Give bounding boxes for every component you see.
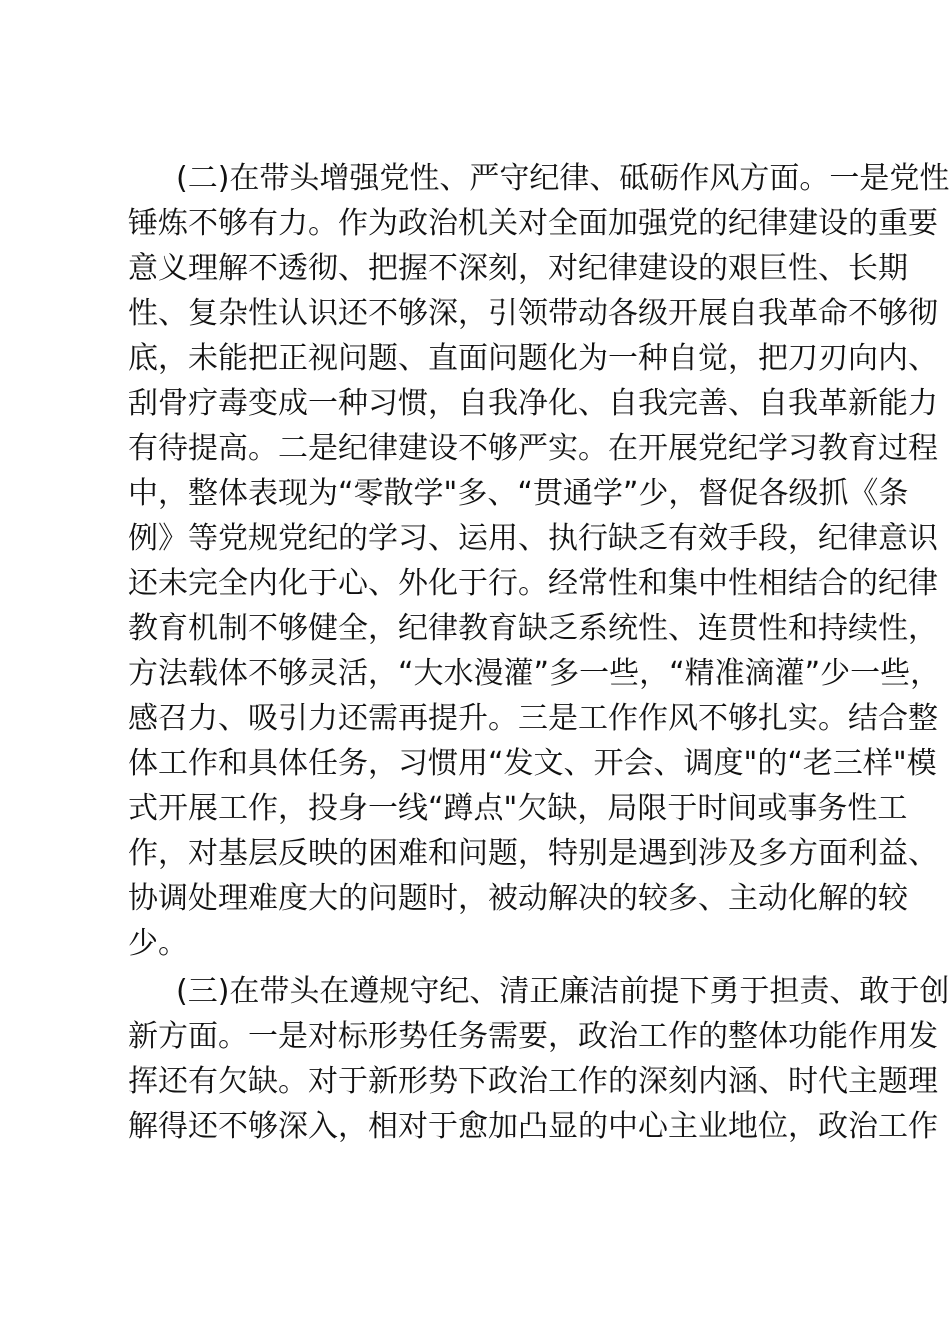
paragraph-2-line-14: 体工作和具体任务，习惯用“发文、开会、调度"的“老三样"模 [128,746,937,781]
paragraph-3-line-1: (三)在带头在遵规守纪、清正廉洁前提下勇于担责、敢于创 [176,974,950,1009]
paragraph-2-line-3: 意义理解不透彻、把握不深刻，对纪律建设的艰巨性、长期 [128,251,908,286]
paragraph-2-line-2: 锤炼不够有力。作为政治机关对全面加强党的纪律建设的重要 [128,206,938,241]
paragraph-3-line-2: 新方面。一是对标形势任务需要，政治工作的整体功能作用发 [128,1019,938,1054]
paragraph-2-line-7: 有待提高。二是纪律建设不够严实。在开展党纪学习教育过程 [128,431,938,466]
paragraph-2-line-11: 教育机制不够健全，纪律教育缺乏系统性、连贯性和持续性， [128,611,938,646]
paragraph-2-line-15: 式开展工作，投身一线“蹲点"欠缺，局限于时间或事务性工 [128,791,908,826]
paragraph-3-line-3: 挥还有欠缺。对于新形势下政治工作的深刻内涵、时代主题理 [128,1064,938,1099]
paragraph-2-line-17: 协调处理难度大的问题时，被动解决的较多、主动化解的较 [128,881,908,916]
paragraph-2-line-6: 刮骨疗毒变成一种习惯，自我净化、自我完善、自我革新能力 [128,386,938,421]
paragraph-2-line-16: 作，对基层反映的困难和问题，特别是遇到涉及多方面利益、 [128,836,938,871]
paragraph-3-line-4: 解得还不够深入，相对于愈加凸显的中心主业地位，政治工作 [128,1109,938,1144]
paragraph-2-line-12: 方法载体不够灵活，“大水漫灌”多一些，“精准滴灌”少一些， [128,656,941,691]
paragraph-2-line-10: 还未完全内化于心、外化于行。经常性和集中性相结合的纪律 [128,566,938,601]
paragraph-2-line-18: 少。 [128,926,188,961]
paragraph-2-line-13: 感召力、吸引力还需再提升。三是工作作风不够扎实。结合整 [128,701,938,736]
paragraph-2-line-9: 例》等党规党纪的学习、运用、执行缺乏有效手段，纪律意识 [128,521,938,556]
paragraph-2-line-5: 底，未能把正视问题、直面问题化为一种自觉，把刀刃向内、 [128,341,938,376]
paragraph-2-line-8: 中，整体表现为“零散学"多、“贯通学”少，督促各级抓《条 [128,476,909,511]
paragraph-2-line-1: (二)在带头增强党性、严守纪律、砥砺作风方面。一是党性 [176,161,950,196]
paragraph-2-line-4: 性、复杂性认识还不够深，引领带动各级开展自我革命不够彻 [128,296,938,331]
